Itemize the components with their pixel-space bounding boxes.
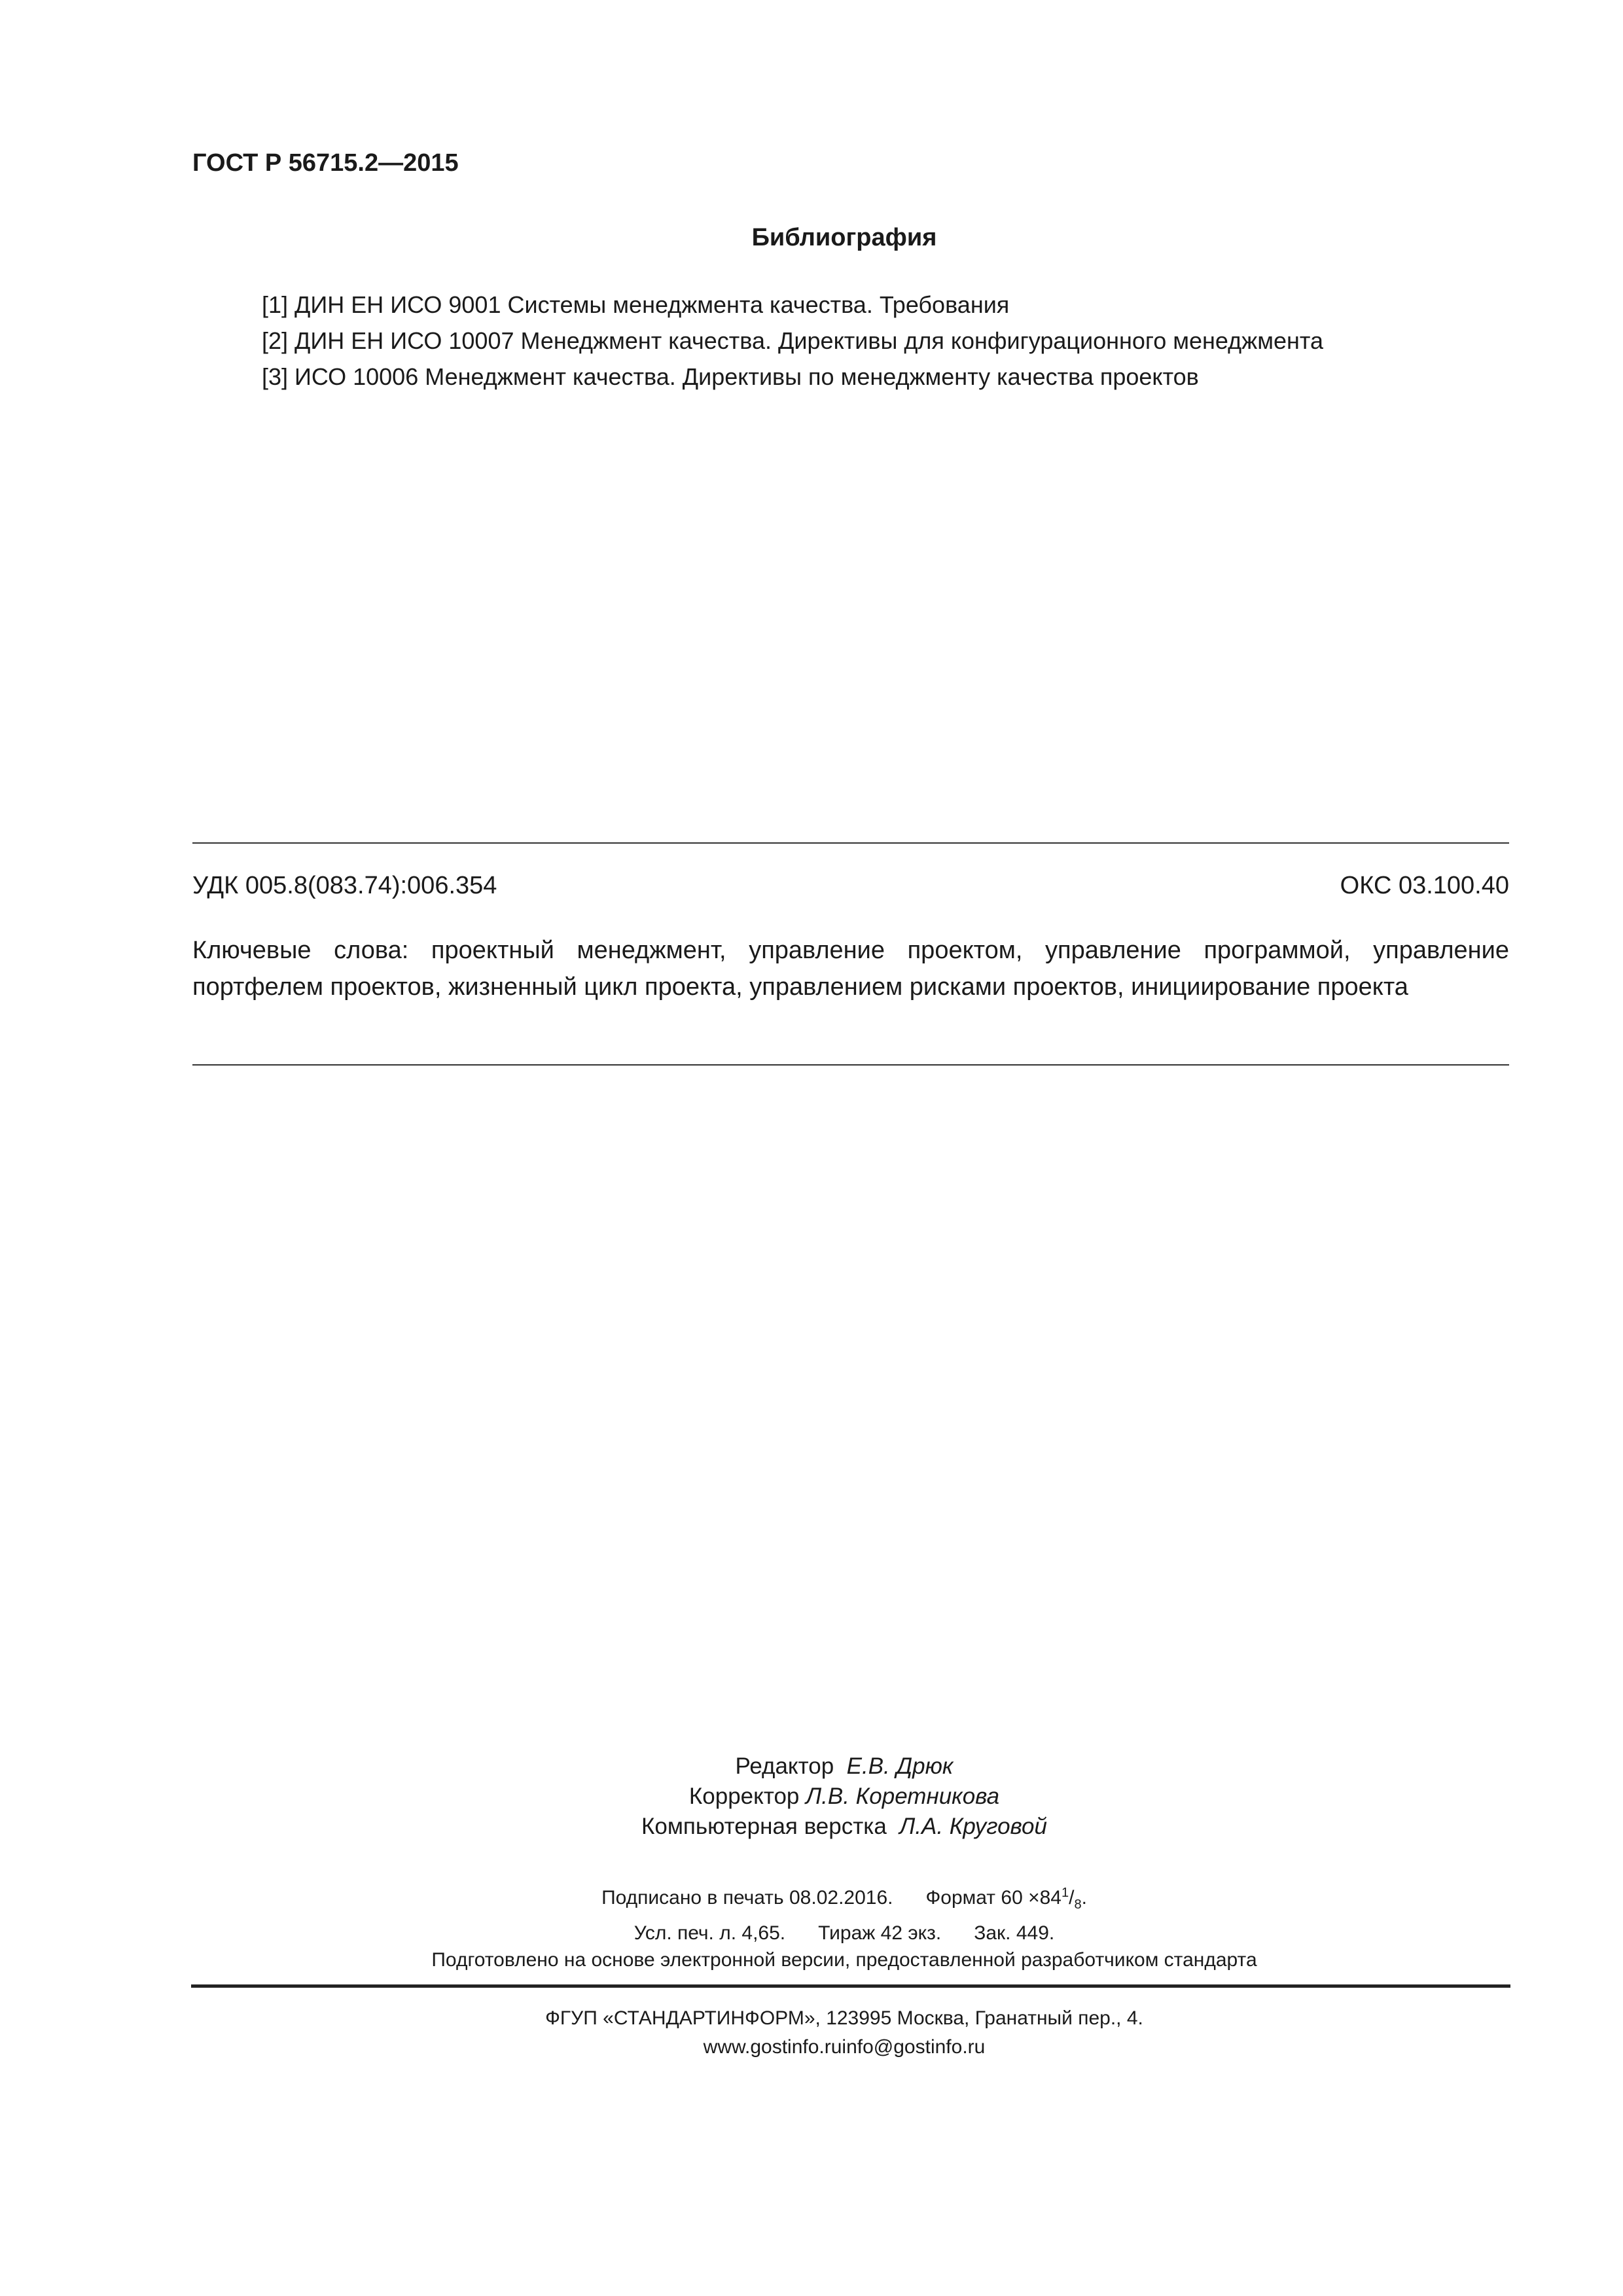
editor-label: Редактор <box>735 1753 834 1779</box>
format-sub: 8 <box>1074 1897 1082 1912</box>
publisher-contacts <box>0 2033 1623 2062</box>
layout-label: Компьютерная верстка <box>641 1814 887 1839</box>
publisher-block <box>0 2004 1623 2062</box>
signed-date: Подписано в печать 08.02.2016. <box>601 1887 893 1909</box>
corrector-name: Л.В. Коретникова <box>806 1784 1000 1809</box>
bibliography-item: [2] ДИН ЕН ИСО 10007 Менеджмент качества. Директивы для конфигурационного менеджмента <box>262 327 1324 354</box>
publisher-website-link[interactable]: www.gostinfo.ru <box>703 2036 842 2058</box>
bibliography-title: Библиография <box>751 224 937 251</box>
format-suffix: . <box>1081 1887 1087 1909</box>
divider-bottom <box>192 1064 1509 1066</box>
layout-name: Л.А. Круговой <box>899 1814 1047 1839</box>
standard-code: ГОСТ Р 56715.2—2015 <box>192 149 459 177</box>
corrector-line <box>0 1782 1623 1812</box>
divider-top <box>192 842 1509 844</box>
format-sup: 1 <box>1061 1886 1069 1900</box>
imprint-line-2 <box>0 1919 1623 1948</box>
format-prefix: Формат 60 ×84 <box>925 1887 1061 1909</box>
print-run: Тираж 42 экз. <box>818 1922 942 1944</box>
bibliography-list <box>262 287 1323 395</box>
udk-code: УДК 005.8(083.74):006.354 <box>192 872 497 899</box>
publisher-address: ФГУП «СТАНДАРТИНФОРМ», 123995 Москва, Гранатный пер., 4. <box>545 2007 1143 2029</box>
layout-line <box>0 1812 1623 1842</box>
credits-block <box>0 1751 1623 1842</box>
order-number: Зак. 449. <box>974 1922 1055 1944</box>
imprint-block <box>0 1878 1623 1948</box>
editor-line <box>0 1751 1623 1782</box>
editor-name: Е.В. Дрюк <box>846 1753 954 1779</box>
bibliography-item: [1] ДИН ЕН ИСО 9001 Системы менеджмента качества. Требования <box>262 291 1010 318</box>
corrector-label: Корректор <box>688 1784 800 1809</box>
imprint-line-1: Подписано в печать 08.02.2016. Формат $60 \times 84^1/_8$. <box>601 1886 1087 1912</box>
divider-publisher <box>191 1984 1510 1988</box>
sheets: Усл. печ. л. 4,65. <box>633 1922 786 1944</box>
bibliography-item: [3] ИСО 10006 Менеджмент качества. Директивы по менеджменту качества проектов <box>262 363 1199 390</box>
prepared-note: Подготовлено на основе электронной версии, предоставленной разработчиком стандарта <box>431 1949 1257 1971</box>
keywords-paragraph: Ключевые слова: проектный менеджмент, управление проектом, управление программой, управление портфелем проектов, жизненный цикл проекта, управлением рисками проектов, инициирование проекта <box>192 937 1509 1001</box>
publisher-email-link[interactable]: info@gostinfo.ru <box>842 2036 986 2058</box>
oks-code: ОКС 03.100.40 <box>1340 872 1509 899</box>
